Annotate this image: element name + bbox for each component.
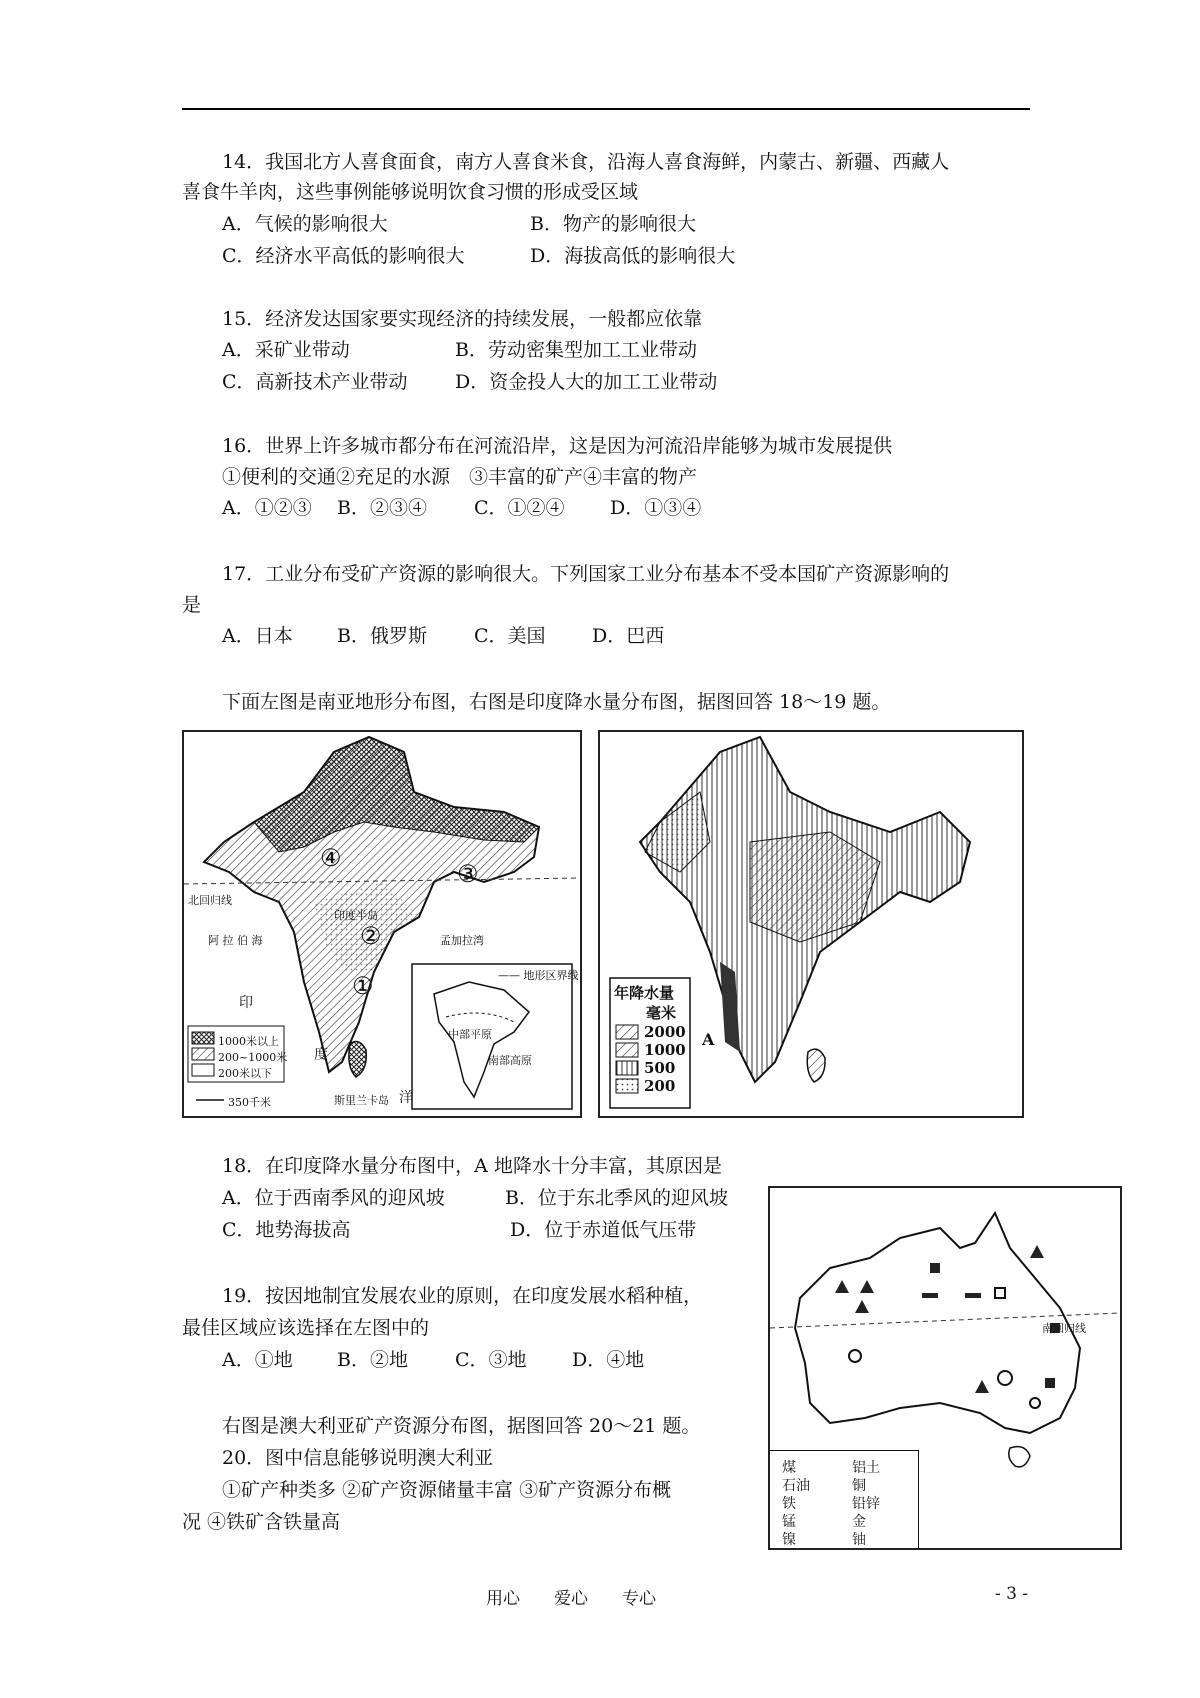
- q19-option-d: D．④地: [572, 1349, 645, 1371]
- q14-option-b: B．物产的影响很大: [530, 213, 696, 235]
- header-rule: [182, 108, 1030, 110]
- rainfall-legend-title: 年降水量: [614, 984, 675, 1002]
- legend-lead-zinc: 铅锌: [852, 1496, 880, 1512]
- q14-option-a: A．气候的影响很大: [222, 213, 388, 235]
- legend-high: 1000米以上: [218, 1035, 279, 1048]
- legend-gold: 金: [852, 1514, 866, 1530]
- bay-of-bengal-label: 孟加拉湾: [440, 934, 484, 947]
- q17-option-d: D．巴西: [592, 625, 665, 647]
- q16-items: ①便利的交通②充足的水源 ③丰富的矿产④丰富的物产: [222, 466, 698, 488]
- q16-option-c: C．①②④: [474, 497, 565, 519]
- legend-coal: 煤: [782, 1460, 796, 1476]
- region-mark-3: ③: [457, 860, 479, 888]
- point-a-label: A: [702, 1030, 715, 1049]
- australia-legend: [770, 1450, 919, 1549]
- q18-option-a: A．位于西南季风的迎风坡: [222, 1187, 445, 1209]
- q17-stem-line1: 17．工业分布受矿产资源的影响很大。下列国家工业分布基本不受本国矿产资源影响的: [222, 563, 950, 585]
- legend-low: 200米以下: [218, 1067, 272, 1080]
- rainfall-value-2000: 2000: [644, 1023, 686, 1041]
- q15-stem: 15．经济发达国家要实现经济的持续发展，一般都应依靠: [222, 308, 703, 330]
- indian-ocean-label-2: 度: [314, 1047, 328, 1063]
- inset-border-label: —— 地形区界线: [498, 969, 579, 982]
- q14-option-d: D．海拔高低的影响很大: [530, 245, 736, 267]
- q16-option-b: B．②③④: [337, 497, 427, 519]
- q18-option-d: D．位于赤道低气压带: [510, 1219, 697, 1241]
- q17-option-c: C．美国: [474, 625, 546, 647]
- south-asia-terrain-map: [182, 730, 582, 1118]
- rainfall-value-200: 200: [644, 1077, 676, 1095]
- legend-oil: 石油: [782, 1478, 810, 1494]
- legend-manganese: 锰: [782, 1514, 796, 1530]
- q14-stem-line2: 喜食牛羊肉，这些事例能够说明饮食习惯的形成受区域: [182, 181, 639, 203]
- page-number: - 3 -: [995, 1584, 1029, 1604]
- legend-nickel: 镍: [782, 1532, 796, 1548]
- rainfall-value-1000: 1000: [644, 1041, 686, 1059]
- q20-stem: 20．图中信息能够说明澳大利亚: [222, 1447, 494, 1469]
- q20-items-line1: ①矿产种类多 ②矿产资源储量丰富 ③矿产资源分布概: [222, 1479, 672, 1501]
- q16-stem: 16．世界上许多城市都分布在河流沿岸，这是因为河流沿岸能够为城市发展提供: [222, 435, 893, 457]
- legend-iron: 铁: [782, 1496, 796, 1512]
- q19-option-b: B．②地: [337, 1349, 408, 1371]
- q15-option-c: C．高新技术产业带动: [222, 371, 408, 393]
- legend-uranium: 铀: [852, 1532, 866, 1548]
- q17-stem-line2: 是: [182, 594, 202, 616]
- footer-motto: 用心 爱心 专心: [486, 1589, 656, 1609]
- q16-option-a: A．①②③: [222, 497, 312, 519]
- q15-option-a: A．采矿业带动: [222, 339, 350, 361]
- q18-stem: 18．在印度降水量分布图中，A 地降水十分丰富，其原因是: [222, 1155, 722, 1177]
- q14-stem-line1: 14．我国北方人喜食面食，南方人喜食米食，沿海人喜食海鲜，内蒙古、新疆、西藏人: [222, 151, 950, 173]
- q20-items-line2: 况 ④铁矿含铁量高: [182, 1511, 341, 1533]
- arabian-sea-label: 阿 拉 伯 海: [208, 934, 263, 947]
- intro-20-21: 右图是澳大利亚矿产资源分布图，据图回答 20～21 题。: [222, 1415, 701, 1437]
- legend-copper: 铜: [852, 1478, 866, 1494]
- q19-option-c: C．③地: [455, 1349, 527, 1371]
- tropic-capricorn-label: 南回归线: [1042, 1322, 1086, 1335]
- intro-18-19: 下面左图是南亚地形分布图，右图是印度降水量分布图，据图回答 18～19 题。: [222, 691, 891, 713]
- inset-plain-label: 中部平原: [448, 1028, 492, 1041]
- q17-option-b: B．俄罗斯: [337, 625, 427, 647]
- q19-stem-line2: 最佳区域应该选择在左图中的: [182, 1317, 430, 1339]
- india-rainfall-map: [598, 730, 1024, 1118]
- scale-label: 350千米: [228, 1096, 271, 1109]
- q18-option-b: B．位于东北季风的迎风坡: [505, 1187, 728, 1209]
- indian-ocean-label-3: 洋: [399, 1090, 413, 1106]
- indian-ocean-label-1: 印: [239, 995, 253, 1011]
- inset-plateau-label: 南部高原: [488, 1054, 532, 1067]
- rainfall-legend-unit: 毫米: [646, 1004, 677, 1022]
- sri-lanka-label: 斯里兰卡岛: [334, 1094, 389, 1107]
- q17-option-a: A．日本: [222, 625, 293, 647]
- q15-option-b: B．劳动密集型加工工业带动: [455, 339, 697, 361]
- q19-stem-line1: 19．按因地制宜发展农业的原则，在印度发展水稻种植，: [222, 1285, 703, 1307]
- q15-option-d: D．资金投人大的加工工业带动: [455, 371, 718, 393]
- legend-bauxite: 铝土: [852, 1460, 880, 1476]
- q14-option-c: C．经济水平高低的影响很大: [222, 245, 465, 267]
- q19-option-a: A．①地: [222, 1349, 293, 1371]
- region-mark-2: ②: [360, 922, 382, 950]
- north-tropic-label: 北回归线: [188, 894, 232, 907]
- q16-option-d: D．①③④: [610, 497, 702, 519]
- legend-mid: 200~1000米: [218, 1051, 288, 1064]
- region-mark-4: ④: [320, 844, 342, 872]
- q18-option-c: C．地势海拔高: [222, 1219, 351, 1241]
- deccan-label: 印度半岛: [334, 909, 378, 922]
- region-mark-1: ①: [352, 972, 374, 1000]
- rainfall-value-500: 500: [644, 1059, 676, 1077]
- australia-minerals-map: [768, 1186, 1122, 1550]
